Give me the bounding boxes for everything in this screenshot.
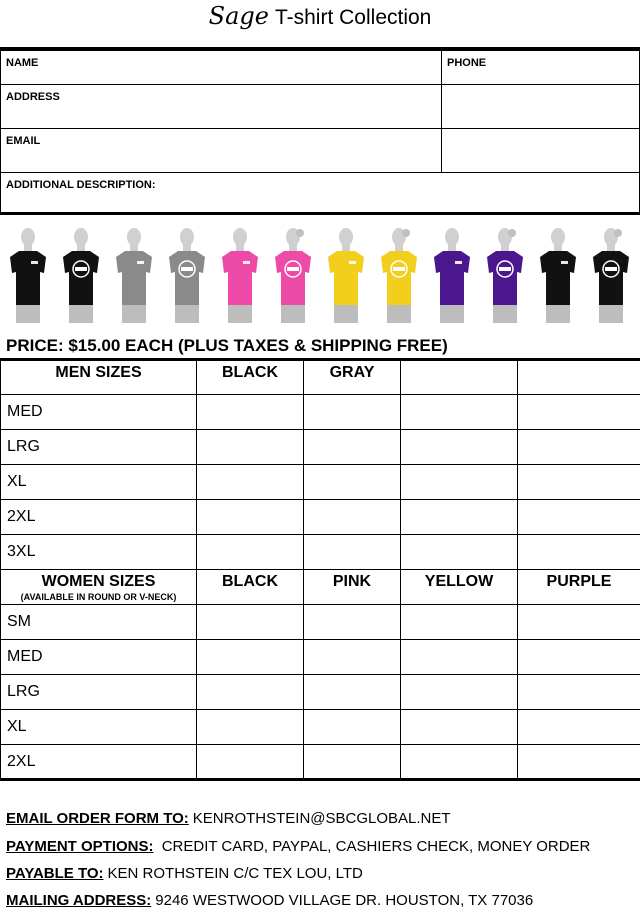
- men-size-label: 2XL: [1, 500, 197, 535]
- women-quantity-cell[interactable]: [401, 675, 518, 710]
- men-quantity-cell[interactable]: [518, 535, 640, 570]
- women-size-label: SM: [1, 605, 197, 640]
- email-order-line: [6, 810, 451, 827]
- men-color-header: [401, 360, 518, 395]
- women-quantity-cell[interactable]: [518, 710, 640, 745]
- women-color-header: YELLOW: [401, 570, 518, 605]
- women-quantity-cell[interactable]: [518, 605, 640, 640]
- women-quantity-cell[interactable]: [401, 710, 518, 745]
- mailing-address-label: MAILING ADDRESS:: [6, 892, 152, 909]
- address-extra-field[interactable]: [441, 84, 640, 129]
- men-quantity-cell[interactable]: [197, 465, 304, 500]
- men-size-label: MED: [1, 395, 197, 430]
- tshirt-model-image: [322, 225, 370, 325]
- payment-options-value: CREDIT CARD, PAYPAL, CASHIERS CHECK, MONEY ORDER: [157, 838, 591, 855]
- email-order-value[interactable]: KENROTHSTEIN@SBCGLOBAL.NET: [192, 810, 451, 827]
- tshirt-model-image: [110, 225, 158, 325]
- women-size-label: XL: [1, 710, 197, 745]
- shirt-gallery: [0, 225, 640, 330]
- women-color-header: PINK: [304, 570, 401, 605]
- women-quantity-cell[interactable]: [401, 640, 518, 675]
- men-quantity-cell[interactable]: [197, 535, 304, 570]
- brand-logo: Sage: [208, 2, 269, 30]
- women-quantity-cell[interactable]: [401, 745, 518, 780]
- men-quantity-cell[interactable]: [401, 535, 518, 570]
- email-label: EMAIL: [6, 135, 41, 147]
- men-quantity-cell[interactable]: [304, 395, 401, 430]
- women-quantity-cell[interactable]: [304, 605, 401, 640]
- tshirt-model-image: [481, 225, 529, 325]
- payment-options-line: [6, 838, 590, 855]
- men-size-label: 3XL: [1, 535, 197, 570]
- phone-label: PHONE: [447, 57, 487, 69]
- tshirt-model-image: [269, 225, 317, 325]
- men-quantity-cell[interactable]: [518, 395, 640, 430]
- men-quantity-cell[interactable]: [518, 500, 640, 535]
- tshirt-model-image: [4, 225, 52, 325]
- women-quantity-cell[interactable]: [304, 745, 401, 780]
- women-size-label: 2XL: [1, 745, 197, 780]
- mailing-address-line: [6, 892, 533, 909]
- women-quantity-cell[interactable]: [304, 675, 401, 710]
- men-sizes-header: MEN SIZES: [1, 360, 197, 395]
- men-quantity-cell[interactable]: [304, 535, 401, 570]
- tshirt-model-image: [216, 225, 264, 325]
- address-field[interactable]: [0, 84, 442, 129]
- tshirt-model-image: [163, 225, 211, 325]
- men-size-label: XL: [1, 465, 197, 500]
- email-field[interactable]: [0, 128, 442, 173]
- women-sizes-header: WOMEN SIZES (AVAILABLE IN ROUND OR V-NECK): [1, 570, 197, 605]
- men-color-header: GRAY: [304, 360, 401, 395]
- women-quantity-cell[interactable]: [518, 640, 640, 675]
- women-quantity-cell[interactable]: [197, 605, 304, 640]
- women-quantity-cell[interactable]: [197, 710, 304, 745]
- tshirt-model-image: [534, 225, 582, 325]
- men-color-header: [518, 360, 640, 395]
- tshirt-model-image: [375, 225, 423, 325]
- men-color-header: BLACK: [197, 360, 304, 395]
- payable-to-label: PAYABLE TO:: [6, 865, 104, 882]
- men-quantity-cell[interactable]: [401, 500, 518, 535]
- women-quantity-cell[interactable]: [518, 745, 640, 780]
- women-color-header: PURPLE: [518, 570, 640, 605]
- payment-options-label: PAYMENT OPTIONS:: [6, 838, 154, 855]
- mailing-address-value: 9246 WESTWOOD VILLAGE DR. HOUSTON, TX 77036: [155, 892, 534, 909]
- men-quantity-cell[interactable]: [197, 430, 304, 465]
- women-quantity-cell[interactable]: [197, 675, 304, 710]
- men-quantity-cell[interactable]: [401, 395, 518, 430]
- email-extra-field[interactable]: [441, 128, 640, 173]
- men-quantity-cell[interactable]: [304, 465, 401, 500]
- men-quantity-cell[interactable]: [304, 430, 401, 465]
- men-size-label: LRG: [1, 430, 197, 465]
- contact-section: [0, 47, 640, 215]
- tshirt-model-image: [428, 225, 476, 325]
- order-grid: [0, 358, 640, 781]
- men-quantity-cell[interactable]: [518, 465, 640, 500]
- women-quantity-cell[interactable]: [304, 710, 401, 745]
- men-quantity-cell[interactable]: [518, 430, 640, 465]
- women-sizes-subtitle: (AVAILABLE IN ROUND OR V-NECK): [20, 592, 177, 602]
- women-size-label: LRG: [1, 675, 197, 710]
- men-quantity-cell[interactable]: [401, 465, 518, 500]
- women-quantity-cell[interactable]: [518, 675, 640, 710]
- men-quantity-cell[interactable]: [197, 500, 304, 535]
- page-title: [0, 2, 640, 30]
- description-label: ADDITIONAL DESCRIPTION:: [6, 179, 156, 191]
- women-color-header: BLACK: [197, 570, 304, 605]
- name-label: NAME: [6, 57, 39, 69]
- payable-to-value: KEN ROTHSTEIN C/C TEX LOU, LTD: [107, 865, 363, 882]
- description-field[interactable]: [0, 172, 640, 215]
- women-size-label: MED: [1, 640, 197, 675]
- tshirt-model-image: [587, 225, 635, 325]
- price-text: PRICE: $15.00 EACH (PLUS TAXES & SHIPPING FREE): [6, 336, 448, 355]
- title-text: T-shirt Collection: [274, 6, 432, 29]
- tshirt-model-image: [57, 225, 105, 325]
- payable-to-line: [6, 865, 363, 882]
- women-quantity-cell[interactable]: [304, 640, 401, 675]
- women-quantity-cell[interactable]: [401, 605, 518, 640]
- women-quantity-cell[interactable]: [197, 640, 304, 675]
- phone-field[interactable]: [441, 50, 640, 85]
- email-order-label: EMAIL ORDER FORM TO:: [6, 810, 189, 827]
- men-quantity-cell[interactable]: [401, 430, 518, 465]
- women-quantity-cell[interactable]: [197, 745, 304, 780]
- men-quantity-cell[interactable]: [304, 500, 401, 535]
- men-quantity-cell[interactable]: [197, 395, 304, 430]
- name-field[interactable]: [0, 50, 442, 85]
- address-label: ADDRESS: [6, 91, 60, 103]
